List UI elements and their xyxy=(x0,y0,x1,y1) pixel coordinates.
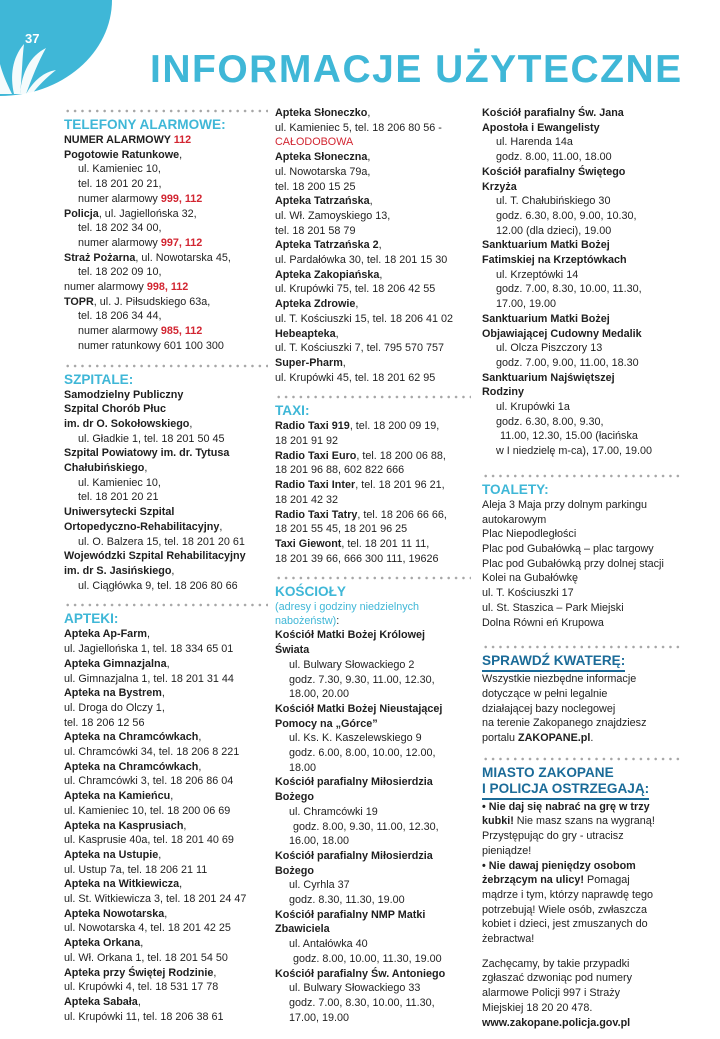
dotted-divider xyxy=(275,575,471,581)
page-number: 37 xyxy=(25,31,40,46)
column-1 xyxy=(64,106,268,1033)
section-heading-hospitals: SZPITALE: xyxy=(64,371,134,387)
pharmacies-continued: Apteka Słoneczko, ul. Kamieniec 5, tel. 18 206 80 56 - CAŁODOBOWA Apteka Słoneczna, ul. Nowotarska 79a, tel. 18 200 15 25 Apteka Tatrzańska, ul. Wł. Zamoyskiego 13, tel. 18 201 58 79 Apteka Tatrzańska 2, ul. Pardałówka 30, tel. 18 201 15 30 Apteka Zakopiańska, ul. Krupówki 75, tel. 18 206 42 55 Apteka Zdrowie, ul. T. Kościuszki 15, tel. 18 206 41 02 Hebeapteka, ul. T. Kościuszki 7, tel. 795 570 757 Super-Pharm, ul. Krupówki 45, tel. 18 201 62 95 xyxy=(275,107,454,384)
police-website-link: www.zakopane.policja.gov.pl xyxy=(482,1016,631,1029)
taxi-section: TAXI: Radio Taxi 919, tel. 18 200 09 19, 18 201 91 92 Radio Taxi Euro, tel. 18 200 06 88, 18 201 96 88, 602 822 666 Radio Taxi Inter, tel. 18 201 96 21, 18 201 42 32 Radio Taxi Tatry, tel. 18 206 66 66, 18 201 55 45, 18 201 96 25 Taxi Giewont, tel. 18 201 11 11, 18 201 39 66, 666 300 111, 19626 xyxy=(275,394,471,566)
section-heading-quarters: SPRAWDŹ KWATERĘ: xyxy=(482,653,625,672)
dotted-divider xyxy=(482,644,682,650)
page-title: INFORMACJE UŻYTECZNE xyxy=(150,48,683,91)
section-heading-churches: KOŚCIOŁY xyxy=(275,584,346,600)
quarters-section: SPRAWDŹ KWATERĘ: Wszystkie niezbędne informacje dotyczące w pełni legalnie działającej bazy noclegowej na terenie Zakopanego znajdziesz portalu ZAKOPANE.pl. xyxy=(482,644,682,746)
alarm-section: TELEFONY ALARMOWE: NUMER ALARMOWY 112 Pogotowie Ratunkowe, ul. Kamieniec 10, tel. 18 201 20 21, numer alarmowy 999, 112 Policja, ul. Jagiellońska 32, tel. 18 202 34 00, numer alarmowy 997, 112 Straż Pożarna, ul. Nowotarska 45, tel. 18 202 09 10, numer alarmowy 998, 112 TOPR, ul. J. Piłsudskiego 63a, tel. 18 206 34 44, numer alarmowy 985, 112 numer ratunkowy 601 100 300 xyxy=(64,108,268,354)
dotted-divider xyxy=(64,602,268,608)
column-2 xyxy=(275,106,471,1034)
column-3 xyxy=(482,106,682,1039)
zakopane-portal-link: ZAKOPANE.pl xyxy=(518,732,591,745)
pharmacies-section: APTEKI: Apteka Ap-Farm, ul. Jagiellońska 1, tel. 18 334 65 01 Apteka Gimnazjalna, ul. Gimnazjalna 1, tel. 18 201 31 44 Apteka na Bystrem, ul. Droga do Olczy 1, tel. 18 206 12 56 Apteka na Chramcówkach, ul. Chramcówki 34, tel. 18 206 8 221 Apteka na Chramcówkach, ul. Chramcówki 3, tel. 18 206 86 04 Apteka na Kamieńcu, ul. Kamieniec 10, tel. 18 200 06 69 Apteka na Kasprusiach, ul. Kasprusie 40a, tel. 18 201 40 69 Apteka na Ustupie, ul. Ustup 7a, tel. 18 206 21 11 Apteka na Witkiewicza, ul. St. Witkiewicza 3, tel. 18 201 24 47 Apteka Nowotarska, ul. Nowotarska 4, tel. 18 201 42 25 Apteka Orkana, ul. Wł. Orkana 1, tel. 18 201 54 50 Apteka przy Świętej Rodzinie, ul. Krupówki 4, tel. 18 531 17 78 Apteka Sabała, ul. Krupówki 11, tel. 18 206 38 61 xyxy=(64,602,268,1024)
hospitals-section: SZPITALE: Samodzielny Publiczny Szpital Chorób Płuc im. dr O. Sokołowskiego, ul. Gładkie 1, tel. 18 201 50 45 Szpital Powiatowy im. dr. Tytusa Chałubińskiego, ul. Kamieniec 10, tel. 18 201 20 21 Uniwersytecki Szpital Ortopedyczno-Rehabilitacyjny, ul. O. Balzera 15, tel. 18 201 20 61 Wojewódzki Szpital Rehabilitacyjny im. dr S. Jasińskiego, ul. Ciągłówka 9, tel. 18 206 80 66 xyxy=(64,363,268,594)
dotted-divider xyxy=(482,756,682,762)
section-heading-police-2: I POLICJA OSTRZEGAJĄ: xyxy=(482,781,649,800)
section-heading-pharmacies: APTEKI: xyxy=(64,611,119,627)
corner-decoration xyxy=(0,0,112,96)
churches-continued: Kościół parafialny Św. Jana Apostoła i Ewangelisty ul. Harenda 14a godz. 8.00, 11.00, 18.00 Kościół parafialny Świętego Krzyża ul. T. Chałubińskiego 30 godz. 6.30, 8.00, 9.00, 10.30, 12.00 (dla dzieci), 19.00 Sanktuarium Matki Bożej Fatimskiej na Krzeptówkach ul. Krzeptówki 14 godz. 7.00, 8.30, 10.00, 11.30, 17.00, 19.00 Sanktuarium Matki Bożej Objawiającej Cudowny Medalik ul. Olcza Piszczory 13 godz. 7.00, 9.00, 11.00, 18.30 Sanktuarium Najświętszej Rodziny ul. Krupówki 1a godz. 6.30, 8.00, 9.30, 11.00, 12.30, 15.00 (łacińska w I niedzielę m-ca), 17.00, 19.00 xyxy=(482,107,653,458)
dotted-divider xyxy=(482,473,682,479)
section-heading-toilets: TOALETY: xyxy=(482,481,549,497)
dotted-divider xyxy=(64,363,268,369)
section-heading-alarm: TELEFONY ALARMOWE: xyxy=(64,117,226,132)
churches-section: KOŚCIOŁY (adresy i godziny niedzielnych nabożeństw): Kościół Matki Bożej Królowej Świata ul. Bulwary Słowackiego 2 godz. 7.30, 9.30, 11.00, 12.30, 18.00, 20.00 Kościół Matki Bożej Nieustającej Pomocy na „Górce” ul. Ks. K. Kaszelewskiego 9 godz. 6.00, 8.00, 10.00, 12.00, 18.00 Kościół parafialny Miłosierdzia Bożego ul. Chramcówki 19 godz. 8.00, 9.30, 11.00, 12.30, 16.00, 18.00 Kościół parafialny Miłosierdzia Bożego ul. Cyrhla 37 godz. 8.30, 11.30, 19.00 Kościół parafialny NMP Matki Zbawiciela ul. Antałówka 40 godz. 8.00, 10.00, 11.30, 19.00 Kościół parafialny Św. Antoniego ul. Bulwary Słowackiego 33 godz. 7.00, 8.30, 10.00, 11.30, 17.00, 19.00 xyxy=(275,575,471,1025)
police-warning-section: MIASTO ZAKOPANE I POLICJA OSTRZEGAJĄ: • Nie daj się nabrać na grę w trzy kubki! Nie masz szans na wygraną! Przystępując do gry - utracisz pieniądze! • Nie dawaj pieniędzy osobom żebrzącym na ulicy! Pomagaj mądrze i tym, którzy naprawdę tego potrzebują! Wiele osób, zwłaszcza kobiet i dzieci, jest zmuszanych do żebractwa! Zachęcamy, by takie przypadki zgłaszać dzwoniąc pod numery alarmowe Policji 997 i Straży Miejskiej 18 20 20 478. www.zakopane.policja.gov.pl xyxy=(482,756,682,1031)
dotted-divider xyxy=(64,108,268,114)
section-heading-police-1: MIASTO ZAKOPANE xyxy=(482,764,614,780)
dotted-divider xyxy=(275,394,471,400)
section-heading-taxi: TAXI: xyxy=(275,403,310,419)
toilets-section: TOALETY: Aleja 3 Maja przy dolnym parkingu autokarowym Plac Niepodległości Plac pod Gubałówką – plac targowy Plac pod Gubałówką przy dolnej stacji Kolei na Gubałówkę ul. T. Kościuszki 17 ul. St. Staszica – Park Miejski Dolna Równi eń Krupowa xyxy=(482,473,682,630)
